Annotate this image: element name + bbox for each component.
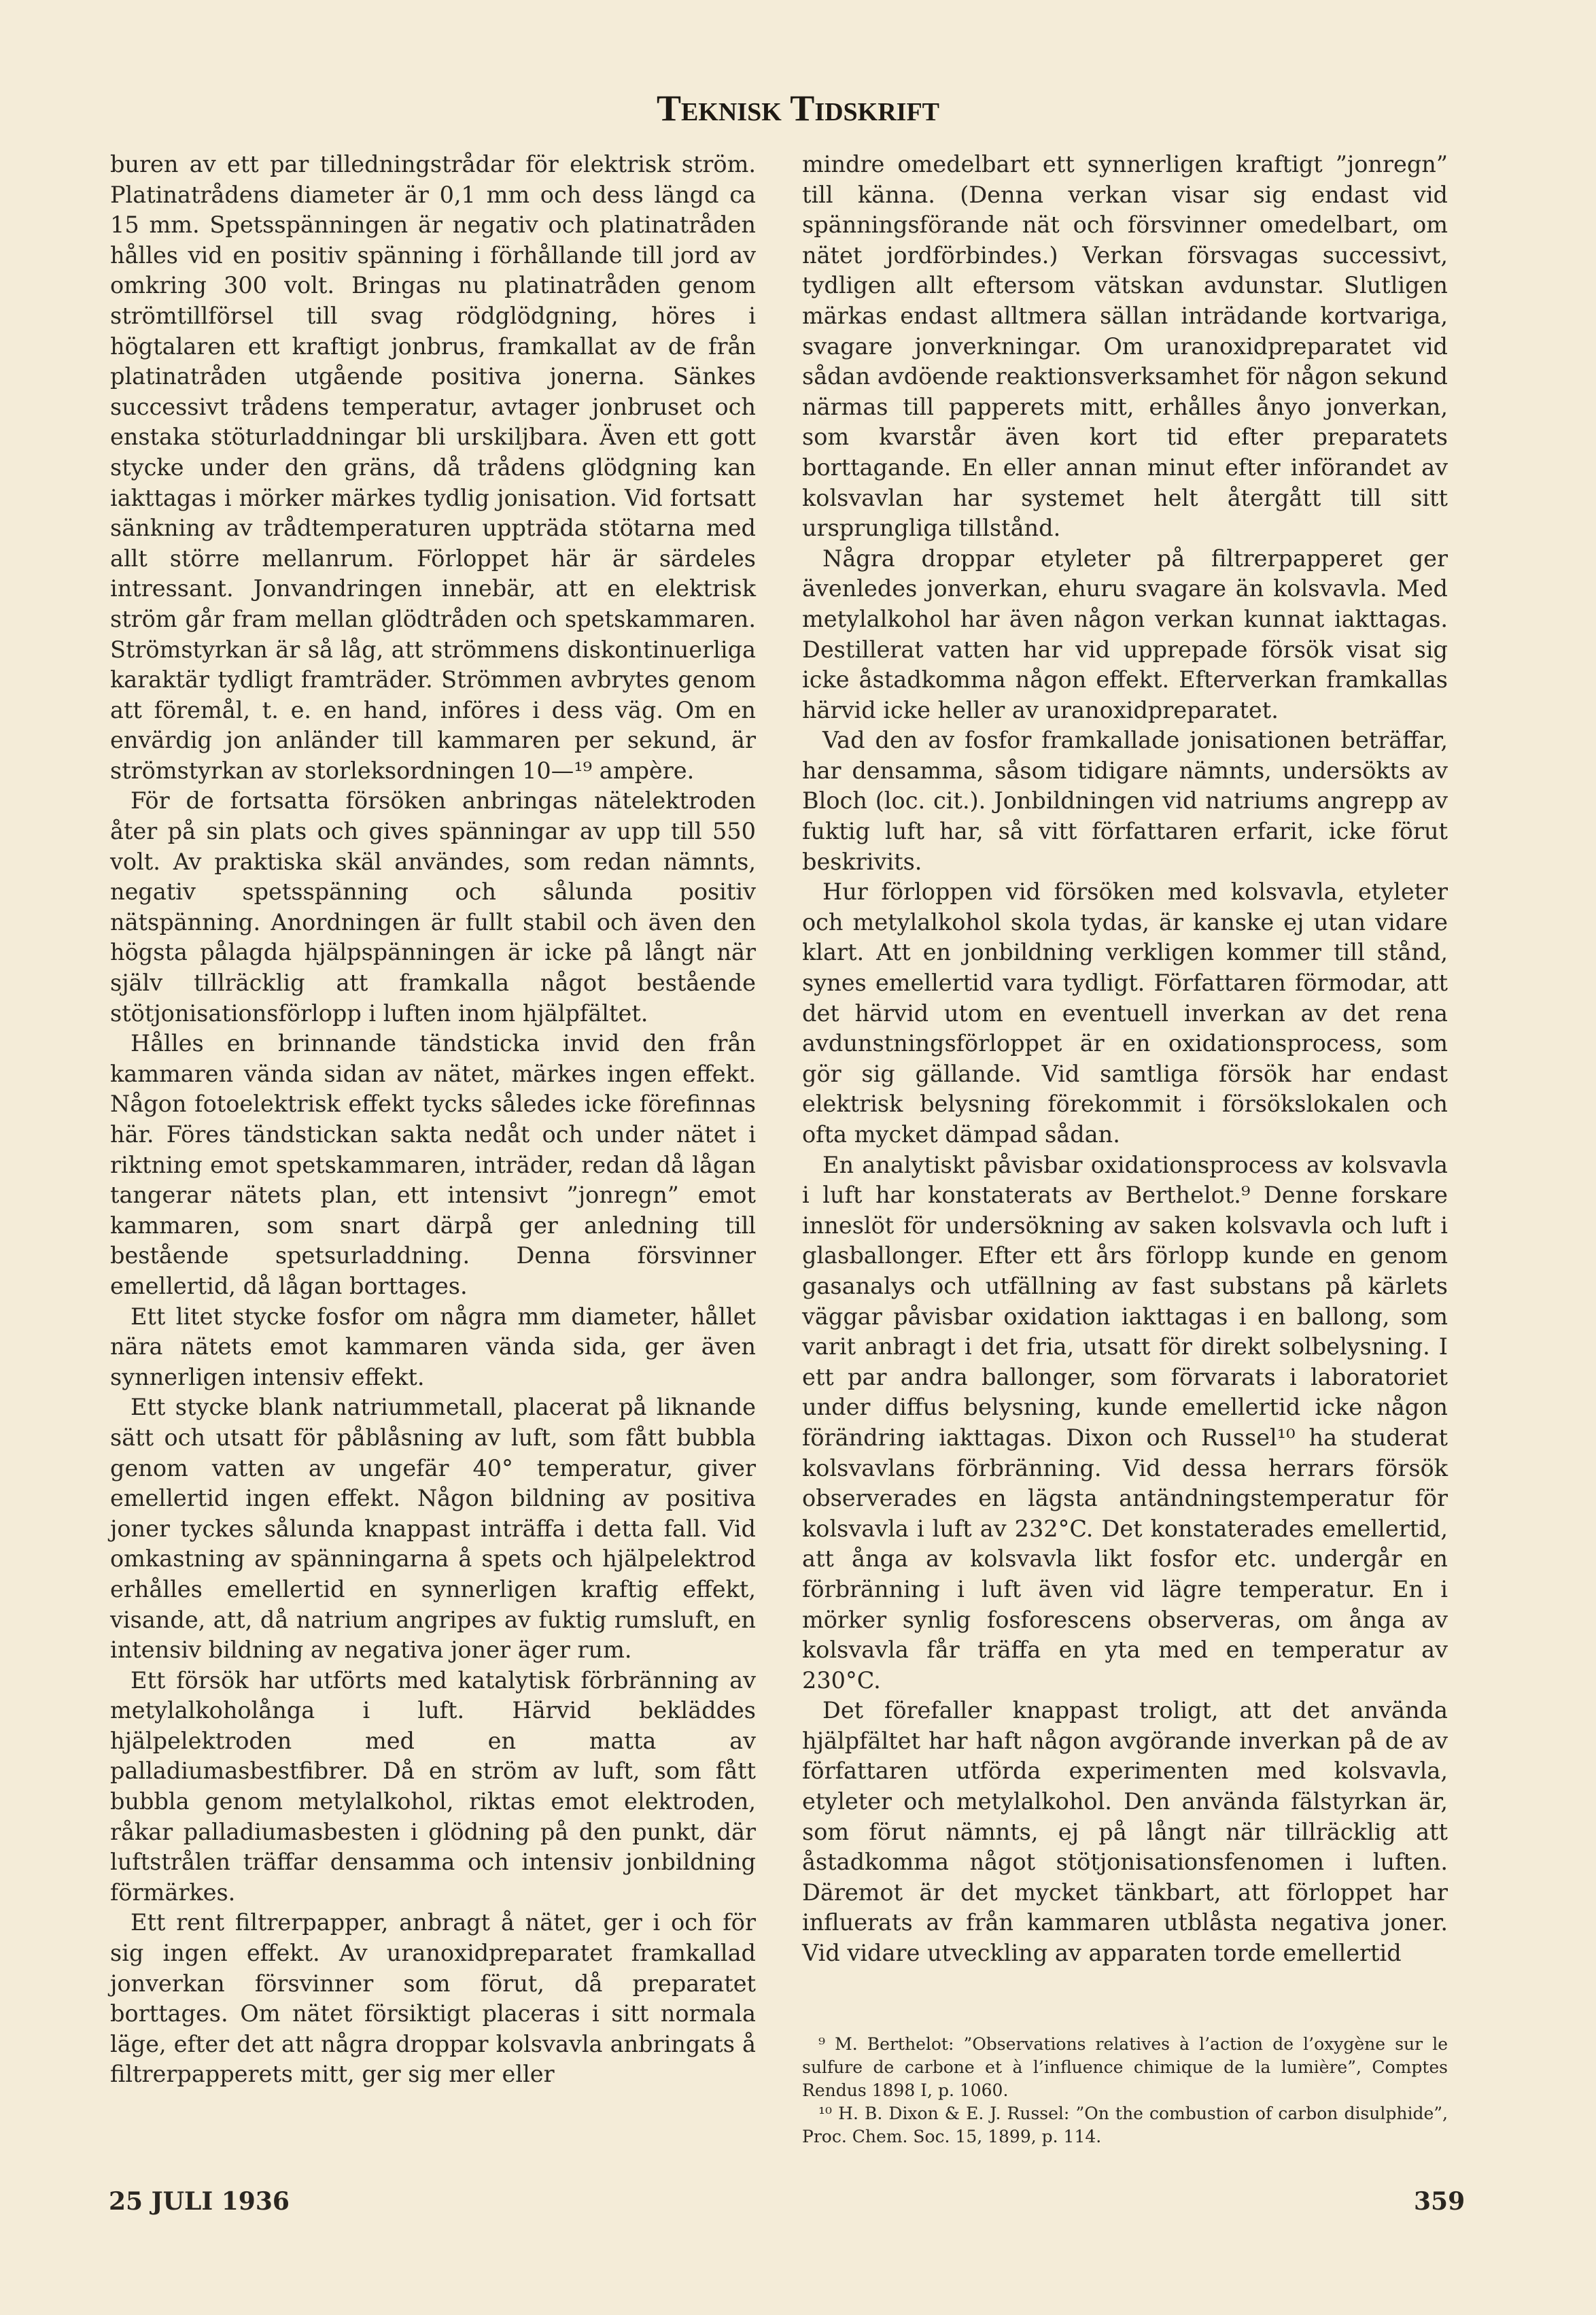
page-number: 359 bbox=[1414, 2187, 1465, 2216]
paragraph: buren av ett par tilledningstrådar för elektrisk ström. Platinatrådens diameter är 0,1 mm och dess längd ca 15 mm. Spetsspänningen är negativ och platinatråden hålles vid en positiv spänning i förhållande till jord av omkring 300 volt. Bringas nu platinatråden genom strömtillförsel till svag rödglödgning, höres i högtalaren ett kraftigt jonbrus, framkallat av de från platinatråden utgående positiva jonerna. Sänkes successivt trådens temperatur, avtager jonbruset och enstaka stöturladdningar bli urskiljbara. Även ett gott stycke under den gräns, då trådens glödgning kan iakttagas i mörker märkes tydlig jonisation. Vid fortsatt sänkning av trådtemperaturen uppträda stötarna med allt större mellanrum. Förloppet här är särdeles intressant. Jonvandringen innebär, att en elektrisk ström går fram mellan glödtråden och spetskammaren. Strömstyrkan är så låg, att strömmens diskontinuerliga karaktär tydligt framträder. Strömmen avbrytes genom att föremål, t. e. en hand, införes i dess väg. Om en envärdig jon anländer till kammaren per sekund, är strömstyrkan av storleksordningen 10—¹⁹ ampère. bbox=[110, 151, 756, 784]
paragraph: Vad den av fosfor framkallade jonisationen beträffar, har densamma, såsom tidigare nämnts, undersökts av Bloch (loc. cit.). Jonbildningen vid natriums angrepp av fuktig luft har, så vitt författaren erfarit, icke förut beskrivits. bbox=[802, 727, 1448, 875]
paragraph: Några droppar etyleter på filtrerpapperet ger ävenledes jonverkan, ehuru svagare än kolsvavla. Med metylalkohol har även någon verkan kunnat iakttagas. Destillerat vatten har vid upprepade försök visat sig icke åstadkomma någon effekt. Efterverkan framkallas härvid icke heller av uranoxidpreparatet. bbox=[802, 545, 1448, 723]
footnotes bbox=[802, 2033, 1448, 2148]
paragraph: Det förefaller knappast troligt, att det använda hjälpfältet har haft någon avgörande inverkan på de av författaren utförda experimenten med kolsvavla, etyleter och metylalkohol. Den använda fälstyrkan är, som förut nämnts, ej på långt när tillräcklig att åstadkomma något stötjonisationsfenomen i luften. Däremot är det mycket tänkbart, att förloppet har influerats av från kammaren utblåsta negativa joner. Vid vidare utveckling av apparaten torde emellertid bbox=[802, 1697, 1448, 1967]
paragraph: För de fortsatta försöken anbringas nätelektroden åter på sin plats och gives spänningar av upp till 550 volt. Av praktiska skäl användes, som redan nämnts, negativ spetsspänning och sålunda positiv nätspänning. Anordningen är fullt stabil och även den högsta pålagda hjälpspänningen är icke på långt när själv tillräcklig att framkalla något bestående stötjonisationsförlopp i luften inom hjälpfältet. bbox=[110, 787, 756, 1027]
footnote-10: ¹⁰ H. B. Dixon & E. J. Russel: ”On the combustion of carbon disulphide”, Proc. Chem. Soc. 15, 1899, p. 114. bbox=[802, 2104, 1448, 2146]
footnote-9: ⁹ M. Berthelot: ”Observations relatives à l’action de l’oxygène sur le sulfure de carbone et à l’influence chimique de la lumière”, Comptes Rendus 1898 I, p. 1060. bbox=[802, 2034, 1448, 2100]
paragraph: Hålles en brinnande tändsticka invid den från kammaren vända sidan av nätet, märkes ingen effekt. Någon fotoelektrisk effekt tycks således icke förefinnas här. Föres tändstickan sakta nedåt och under nätet i riktning emot spetskammaren, inträder, redan då lågan tangerar nätets plan, ett intensivt ”jonregn” emot kammaren, som snart därpå ger anledning till bestående spetsurladdning. Denna försvinner emellertid, då lågan borttages. bbox=[110, 1030, 756, 1299]
paragraph: Hur förloppen vid försöken med kolsvavla, etyleter och metylalkohol skola tydas, är kanske ej utan vidare klart. Att en jonbildning verkligen kommer till stånd, synes emellertid vara tydligt. Författaren förmodar, att det härvid utom en eventuell inverkan av det rena avdunstningsförloppet är en oxidationsprocess, som gör sig gällande. Vid samtliga försök har endast elektrisk belysning förekommit i försökslokalen och ofta mycket dämpad sådan. bbox=[802, 878, 1448, 1148]
paragraph: En analytiskt påvisbar oxidationsprocess av kolsvavla i luft har konstaterats av Berthelot.⁹ Denne forskare inneslöt för undersökning av saken kolsvavla och luft i glasballonger. Efter ett års förlopp kunde en genom gasanalys och utfällning av fast substans på kärlets väggar påvisbar oxidation iakttagas i en ballong, som varit anbragt i det fria, utsatt för direkt solbelysning. I ett par andra ballonger, som förvarats i laboratoriet under diffus belysning, kunde emellertid icke någon förändring iakttagas. Dixon och Russel¹⁰ ha studerat kolsvavlans förbränning. Vid dessa herrars försök observerades en lägsta antändningstemperatur för kolsvavla i luft av 232°C. Det konstaterades emellertid, att ånga av kolsvavla likt fosfor etc. undergår en förbränning i luft även vid lägre temperatur. En i mörker synlig fosforescens observeras, om ånga av kolsvavla får träffa en yta med en temperatur av 230°C. bbox=[802, 1151, 1448, 1694]
paragraph: mindre omedelbart ett synnerligen kraftigt ”jonregn” till känna. (Denna verkan visar sig endast vid spänningsförande nät och försvinner omedelbart, om nätet jordförbindes.) Verkan försvagas successivt, tydligen allt eftersom vätskan avdunstar. Slutligen märkas endast alltmera sällan inträdande kortvariga, svagare jonverkningar. Om uranoxidpreparatet vid sådan avdöende reaktionsverksamhet för någon sekund närmas till papperets mitt, erhålles ånyo jonverkan, som kvarstår även kort tid efter preparatets borttagande. En eller annan minut efter införandet av kolsvavlan har systemet helt återgått till sitt ursprungliga tillstånd. bbox=[802, 151, 1448, 542]
right-column bbox=[802, 150, 1448, 1969]
paragraph: Ett rent filtrerpapper, anbragt å nätet, ger i och för sig ingen effekt. Av uranoxidpreparatet framkallad jonverkan försvinner som förut, då preparatet borttages. Om nätet försiktigt placeras i sitt normala läge, efter det att några droppar kolsvavla anbringats å filtrerpapperets mitt, ger sig mer eller bbox=[110, 1909, 756, 2088]
paragraph: Ett stycke blank natriummetall, placerat på liknande sätt och utsatt för påblåsning av luft, som fått bubbla genom vatten av ungefär 40° temperatur, giver emellertid ingen effekt. Någon bildning av positiva joner tyckes sålunda knappast inträffa i detta fall. Vid omkastning av spänningarna å spets och hjälpelektrod erhålles emellertid en synnerligen kraftig effekt, visande, att, då natrium angripes av fuktig rumsluft, en intensiv bildning av negativa joner äger rum. bbox=[110, 1394, 756, 1664]
paragraph: Ett litet stycke fosfor om några mm diameter, hållet nära nätets emot kammaren vända sida, ger även synnerligen intensiv effekt. bbox=[110, 1303, 756, 1390]
journal-header: Teknisk Tidskrift bbox=[656, 88, 940, 128]
issue-date: 25 JULI 1936 bbox=[109, 2187, 290, 2216]
left-column bbox=[110, 150, 756, 2090]
paragraph: Ett försök har utförts med katalytisk förbränning av metylalkoholånga i luft. Härvid bekläddes hjälpelektroden med en matta av palladiumasbestfibrer. Då en ström av luft, som fått bubbla genom metylalkohol, riktas emot elektroden, råkar palladiumasbesten i glödning på den punkt, där luftstrålen träffar densamma och intensiv jonbildning förmärkes. bbox=[110, 1666, 756, 1906]
